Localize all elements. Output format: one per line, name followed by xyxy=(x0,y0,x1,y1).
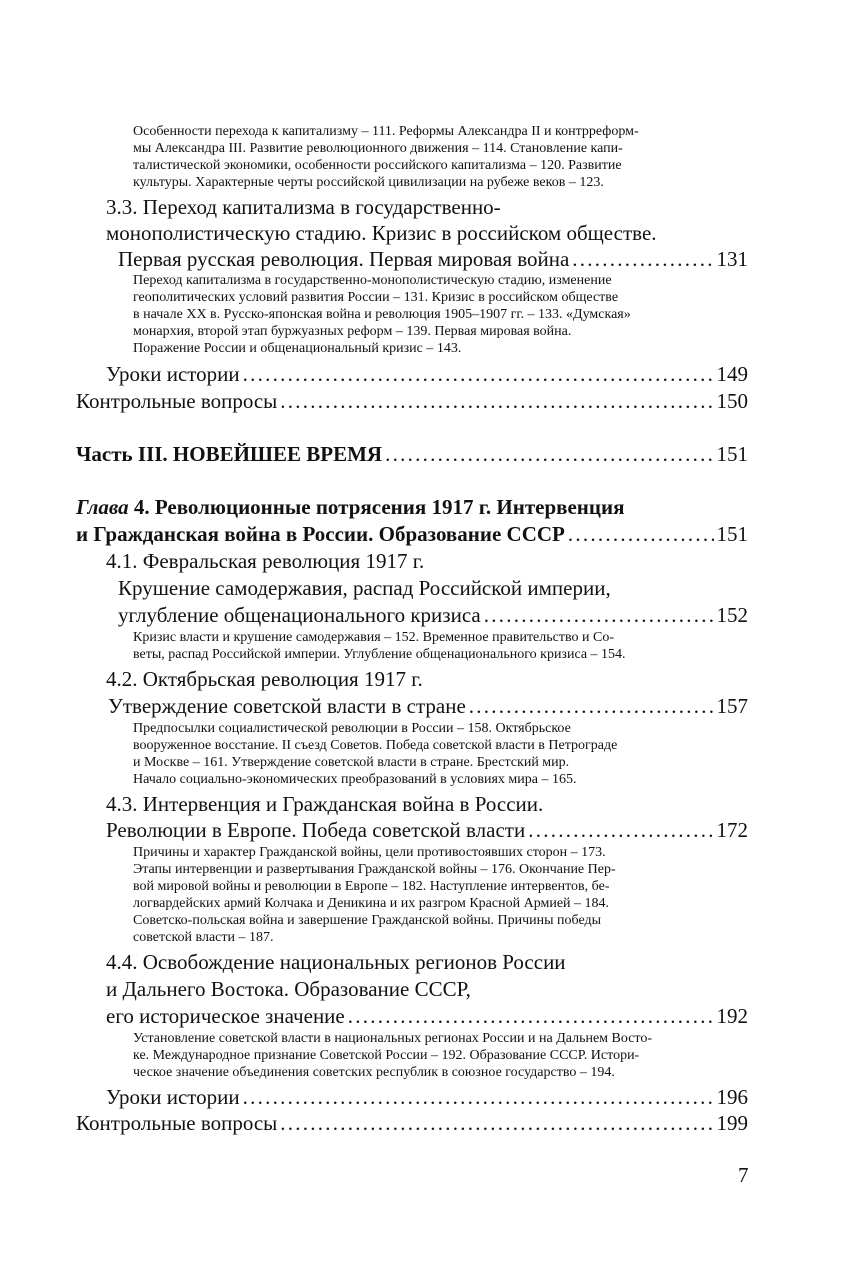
section-4-4-title: и Дальнего Востока. Образование СССР, xyxy=(106,977,471,1001)
section-note-line: и Москве – 161. Утверждение советской власти в стране. Брестский мир. xyxy=(133,755,570,770)
toc-page-number: 131 xyxy=(716,247,748,271)
section-note-line: веты, распад Российской империи. Углубление общенационального кризиса – 154. xyxy=(133,647,626,662)
toc-entry-label: Первая русская революция. Первая мировая война xyxy=(118,247,570,271)
section-note-line: Советско-польская война и завершение Гражданской войны. Причины победы xyxy=(133,913,602,928)
toc-entry-questions[interactable] xyxy=(76,390,748,413)
part-title: Часть III. НОВЕЙШЕЕ ВРЕМЯ xyxy=(76,442,383,466)
section-note-line: Установление советской власти в национальных регионах России и на Дальнем Восто- xyxy=(133,1031,653,1046)
page-number: 7 xyxy=(738,1163,749,1187)
section-note-line: Предпосылки социалистической революции в России – 158. Октябрьское xyxy=(133,721,571,736)
toc-entry-label: Контрольные вопросы xyxy=(76,1111,278,1135)
section-4-4-title: 4.4. Освобождение национальных регионов России xyxy=(106,950,566,974)
toc-page-number: 151 xyxy=(716,522,748,546)
section-4-3-title: 4.3. Интервенция и Гражданская война в России. xyxy=(106,792,544,816)
leader-dots xyxy=(280,390,713,413)
toc-page-number: 152 xyxy=(716,603,748,627)
toc-entry-label: углубление общенационального кризиса xyxy=(118,603,481,627)
intro-note-line: талистической экономики, особенности российского капитализма – 120. Развитие xyxy=(133,158,622,173)
toc-entry-label: Уроки истории xyxy=(106,362,240,386)
section-note-line: советской власти – 187. xyxy=(133,930,274,945)
section-note-line: Кризис власти и крушение самодержавия – 152. Временное правительство и Со- xyxy=(133,630,614,645)
toc-entry-4-3[interactable] xyxy=(106,819,748,842)
section-4-2-title: 4.2. Октябрьская революция 1917 г. xyxy=(106,667,423,691)
section-3-3-title: 3.3. Переход капитализма в государственно- xyxy=(106,195,501,219)
leader-dots xyxy=(469,695,714,718)
toc-entry-label: и Гражданская война в России. Образование СССР xyxy=(76,522,565,546)
section-3-3-title: монополистическую стадию. Кризис в российском обществе. xyxy=(106,221,657,245)
section-note-line: Этапы интервенции и развертывания Гражданской войны – 176. Окончание Пер- xyxy=(133,862,616,877)
leader-dots xyxy=(243,363,714,386)
toc-entry-label: Революции в Европе. Победа советской власти xyxy=(106,818,526,842)
section-4-1-title: Крушение самодержавия, распад Российской империи, xyxy=(118,576,611,600)
section-note-line: логвардейских армий Колчака и Деникина и их разгром Красной Армией – 184. xyxy=(133,896,610,911)
leader-dots xyxy=(348,1005,714,1028)
section-note-line: Поражение России и общенациональный кризис – 143. xyxy=(133,341,462,356)
section-note-line: в начале XX в. Русско-японская война и революция 1905–1907 гг. – 133. «Думская» xyxy=(133,307,631,322)
intro-note-line: мы Александра III. Развитие революционного движения – 114. Становление капи- xyxy=(133,141,623,156)
toc-page-number: 192 xyxy=(716,1004,748,1028)
leader-dots xyxy=(243,1086,714,1109)
chapter-title-line: 4. Революционные потрясения 1917 г. Интервенция xyxy=(128,495,625,519)
intro-note-line: Особенности перехода к капитализму – 111. Реформы Александра II и контрреформ- xyxy=(133,124,639,139)
leader-dots xyxy=(280,1112,713,1135)
section-note-line: вооруженное восстание. II съезд Советов. Победа советской власти в Петрограде xyxy=(133,738,618,753)
toc-page-number: 151 xyxy=(716,442,748,466)
toc-entry-label: Утверждение советской власти в стране xyxy=(108,694,466,718)
toc-entry-4-4[interactable] xyxy=(106,1005,748,1028)
chapter-prefix: Глава xyxy=(76,495,129,519)
toc-entry-questions[interactable] xyxy=(76,1112,748,1135)
toc-page-number: 196 xyxy=(716,1085,748,1109)
leader-dots xyxy=(484,604,714,627)
toc-entry-label: Контрольные вопросы xyxy=(76,389,278,413)
toc-entry-lessons[interactable] xyxy=(106,363,748,386)
toc-page-number: 149 xyxy=(716,362,748,386)
toc-page-number: 157 xyxy=(716,694,748,718)
toc-entry-label: его историческое значение xyxy=(106,1004,345,1028)
toc-entry-3-3[interactable] xyxy=(118,248,748,271)
section-note-line: Начало социально-экономических преобразований в условиях мира – 165. xyxy=(133,772,577,787)
section-note-line: ческое значение объединения советских республик в союзное государство – 194. xyxy=(133,1065,615,1080)
section-note-line: ке. Международное признание Советской России – 192. Образование СССР. Истори- xyxy=(133,1048,640,1063)
toc-entry-4-2[interactable] xyxy=(108,695,748,718)
leader-dots xyxy=(572,248,713,271)
section-4-1-title: 4.1. Февральская революция 1917 г. xyxy=(106,549,425,573)
toc-entry-lessons[interactable] xyxy=(106,1086,748,1109)
leader-dots xyxy=(528,819,713,842)
toc-page-number: 150 xyxy=(716,389,748,413)
toc-entry-4-1[interactable] xyxy=(118,604,748,627)
section-note-line: геополитических условий развития России – 131. Кризис в российском обществе xyxy=(133,290,619,305)
section-note-line: Переход капитализма в государственно-монополистическую стадию, изменение xyxy=(133,273,612,288)
toc-entry-part-3[interactable] xyxy=(76,443,748,466)
section-note-line: вой мировой войны и революции в Европе – 182. Наступление интервентов, бе- xyxy=(133,879,610,894)
leader-dots xyxy=(568,523,714,546)
chapter-4-title xyxy=(76,496,624,519)
leader-dots xyxy=(385,443,713,466)
toc-entry-chapter-4[interactable] xyxy=(76,523,748,546)
section-note-line: монархия, второй этап буржуазных реформ – 139. Первая мировая война. xyxy=(133,324,572,339)
intro-note-line: культуры. Характерные черты российской цивилизации на рубеже веков – 123. xyxy=(133,175,604,190)
toc-page-number: 172 xyxy=(716,818,748,842)
section-note-line: Причины и характер Гражданской войны, цели противостоявших сторон – 173. xyxy=(133,845,606,860)
toc-page-number: 199 xyxy=(716,1111,748,1135)
toc-entry-label: Уроки истории xyxy=(106,1085,240,1109)
